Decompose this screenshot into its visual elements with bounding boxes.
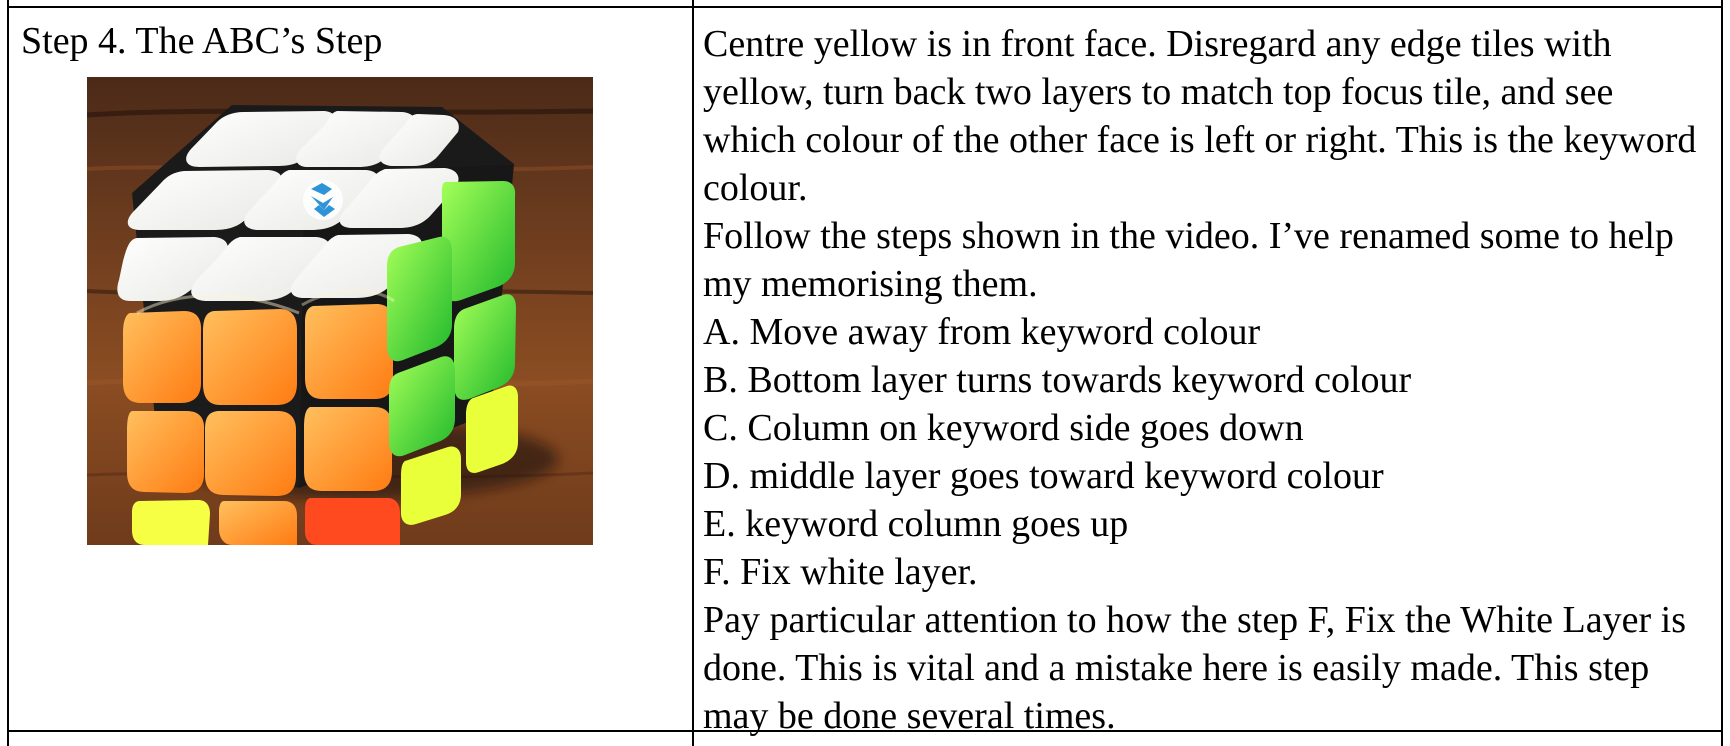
- cube-body: [117, 105, 518, 545]
- gan-center-logo: [303, 180, 343, 220]
- video-note-paragraph: Follow the steps shown in the video. I’ve renamed some to help my memorising them.: [703, 215, 1674, 305]
- step-f-item: F. Fix white layer.: [703, 551, 978, 593]
- table-right-border: [1721, 0, 1723, 746]
- right-table-cell: [694, 8, 1721, 737]
- instruction-text-block: [703, 20, 1713, 740]
- intro-paragraph: Centre yellow is in front face. Disregard any edge tiles with yellow, turn back two layers to match top focus tile, and see which colour of the other face is left or right. This is the keyword colour.: [703, 23, 1697, 209]
- step-c-item: C. Column on keyword side goes down: [703, 407, 1304, 449]
- attention-paragraph: Pay particular attention to how the step F, Fix the White Layer is done. This is vital and a mistake here is easily made. This step may be done several times.: [703, 599, 1686, 737]
- step-e-item: E. keyword column goes up: [703, 503, 1129, 545]
- step-d-item: D. middle layer goes toward keyword colour: [703, 455, 1384, 497]
- step-a-item: A. Move away from keyword colour: [703, 311, 1261, 353]
- step-b-item: B. Bottom layer turns towards keyword colour: [703, 359, 1412, 401]
- rubiks-cube-image: [87, 77, 593, 545]
- step-title: Step 4. The ABC’s Step: [21, 20, 383, 62]
- rubiks-cube-photo: [87, 77, 593, 545]
- front-face: [123, 304, 400, 545]
